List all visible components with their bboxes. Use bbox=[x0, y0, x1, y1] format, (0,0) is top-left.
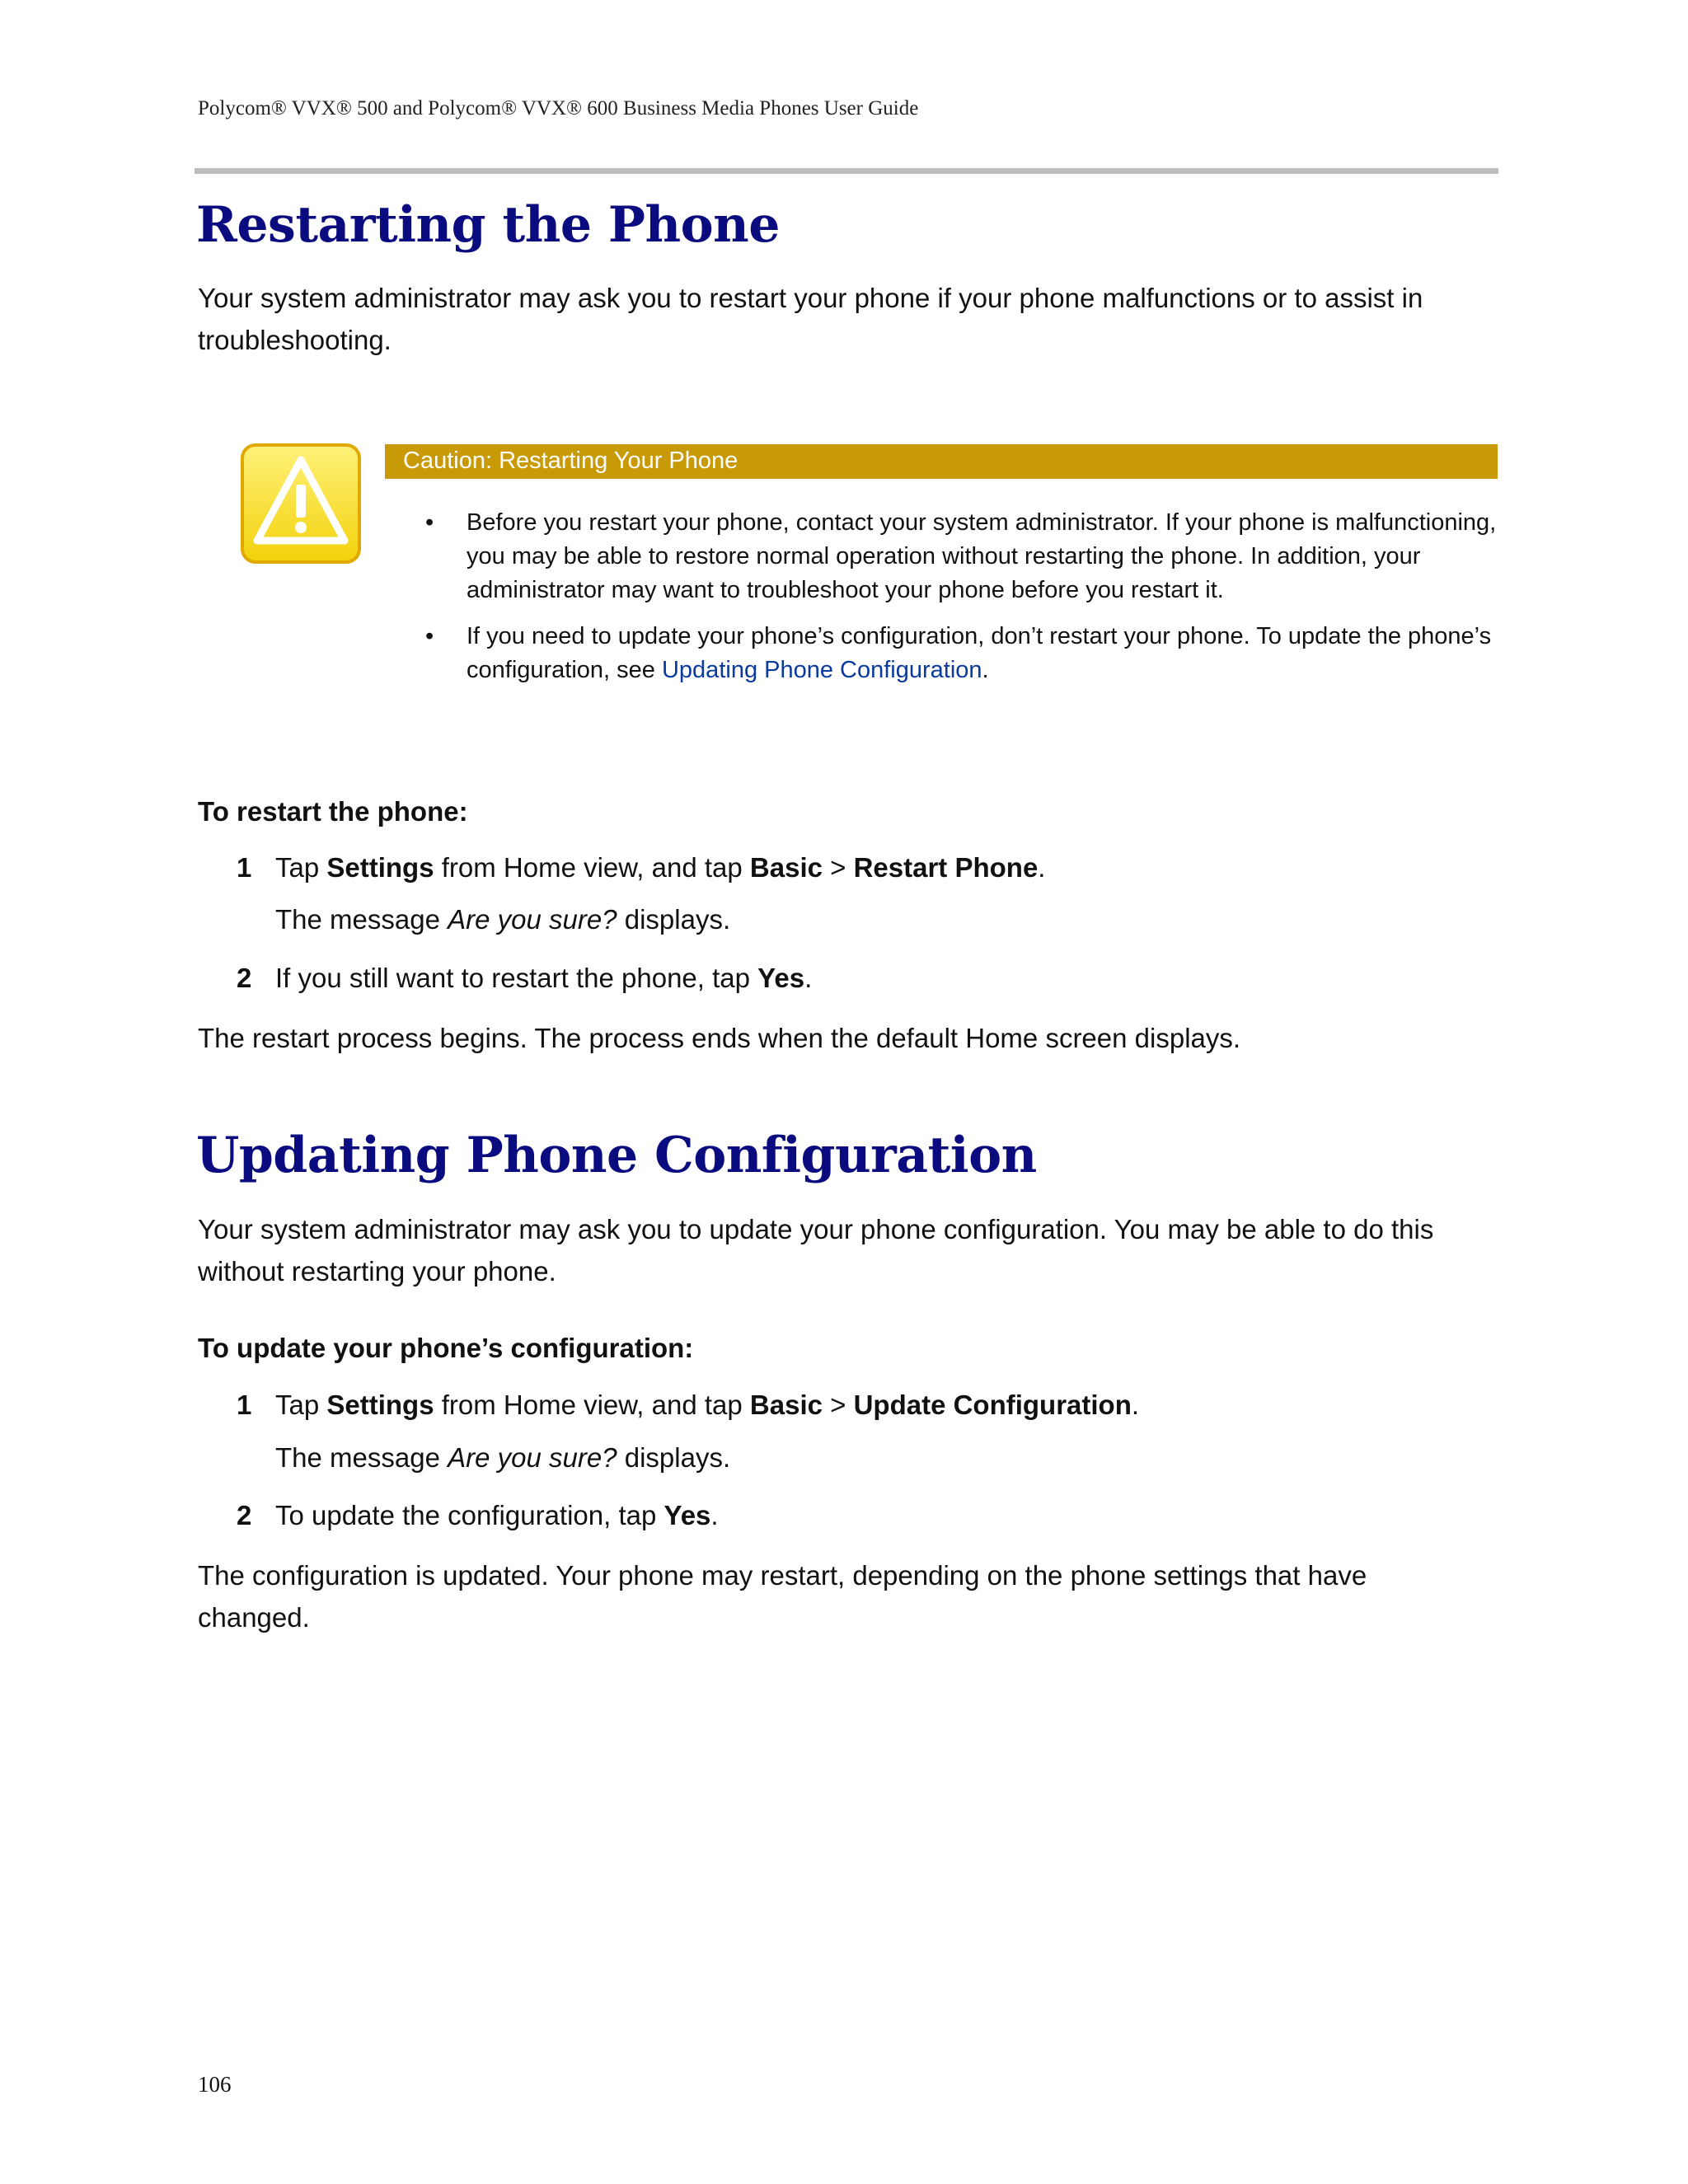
caution-title-bar bbox=[385, 444, 1498, 479]
step-number: 1 bbox=[237, 852, 252, 883]
page-number: 106 bbox=[198, 2072, 232, 2097]
step-text: Tap Settings from Home view, and tap Basic > Restart Phone. bbox=[275, 852, 1046, 883]
step-number: 2 bbox=[237, 1500, 252, 1530]
step-message: The message Are you sure? displays. bbox=[275, 904, 731, 935]
step-message: The message Are you sure? displays. bbox=[275, 1442, 731, 1473]
caution-bullet-text: If you need to update your phone’s configuration, don’t restart your phone. To update the phone’s configuration, see bbox=[467, 623, 1492, 683]
section-intro-updating: Your system administrator may ask you to update your phone configuration. You may be able to do this without restarting your phone. bbox=[198, 1214, 1434, 1286]
section-intro-restarting: Your system administrator may ask you to restart your phone if your phone malfunctions or to assist in troubleshooting. bbox=[198, 283, 1423, 355]
section-heading-restarting: Restarting the Phone bbox=[196, 196, 780, 254]
bullet-icon: • bbox=[425, 623, 434, 649]
procedure-result-update: The configuration is updated. Your phone may restart, depending on the phone settings that have changed. bbox=[198, 1560, 1367, 1633]
step-text: If you still want to restart the phone, tap Yes. bbox=[275, 963, 813, 993]
caution-bullet-end: . bbox=[982, 657, 989, 683]
caution-title: Caution: Restarting Your Phone bbox=[403, 448, 738, 474]
caution-bullet bbox=[425, 620, 1505, 687]
procedure-lead-update: To update your phone’s configuration: bbox=[198, 1333, 694, 1363]
step-text: To update the configuration, tap Yes. bbox=[275, 1500, 719, 1530]
procedure-lead-restart: To restart the phone: bbox=[198, 796, 468, 827]
caution-bullet-text: Before you restart your phone, contact your system administrator. If your phone is malfunctioning, you may be able to restore normal operation without restarting the phone. In addition, your administrator may want to troubleshoot your phone before you restart it. bbox=[467, 509, 1497, 603]
procedure-result-restart: The restart process begins. The process ends when the default Home screen displays. bbox=[198, 1023, 1241, 1053]
step-number: 1 bbox=[237, 1390, 252, 1420]
step-text: Tap Settings from Home view, and tap Basic > Update Configuration. bbox=[275, 1390, 1140, 1420]
updating-phone-configuration-link[interactable]: Updating Phone Configuration bbox=[661, 657, 982, 683]
section-heading-updating: Updating Phone Configuration bbox=[196, 1127, 1037, 1184]
caution-bullet bbox=[425, 506, 1505, 607]
step-number: 2 bbox=[237, 963, 252, 993]
header-rule bbox=[195, 168, 1498, 174]
warning-icon bbox=[239, 442, 363, 565]
caution-bullet-list bbox=[425, 506, 1505, 700]
bullet-icon: • bbox=[425, 509, 434, 536]
running-header: Polycom® VVX® 500 and Polycom® VVX® 600 Business Media Phones User Guide bbox=[198, 97, 919, 120]
